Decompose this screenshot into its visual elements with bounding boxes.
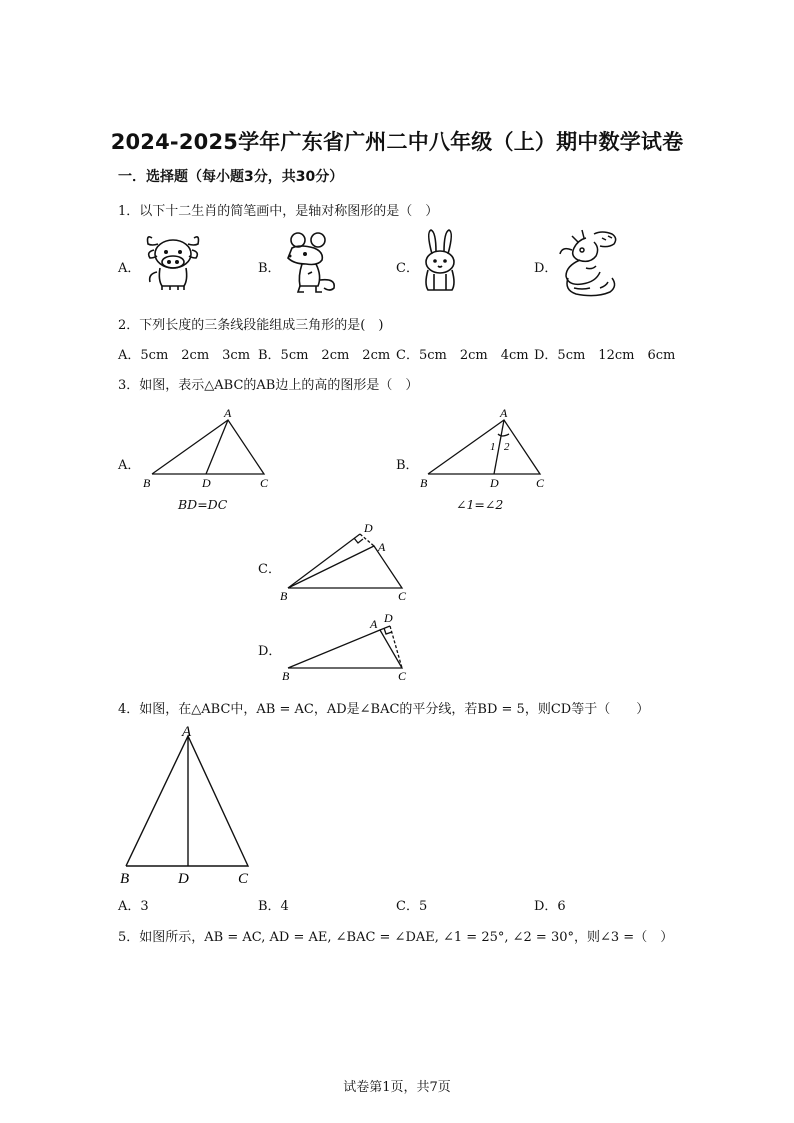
q2-option-c: C．5cm 2cm 4cm	[396, 348, 529, 363]
q3-figure-d	[276, 606, 416, 686]
q3b-point-d: D	[490, 476, 499, 490]
q3-figure-a	[136, 404, 276, 492]
q3-option-a-label: A．	[118, 458, 141, 473]
question-5-stem: 5．如图所示，AB = AC, AD = AE, ∠BAC = ∠DAE, ∠1 = 25°, ∠2 = 30°，则∠3 =（ ）	[118, 930, 674, 945]
q1-option-c-label: C．	[396, 261, 419, 276]
rat-icon	[278, 230, 344, 296]
q3d-point-b: B	[282, 669, 290, 683]
q3a-point-a: A	[224, 406, 232, 420]
q4-point-b: B	[120, 871, 130, 887]
q3a-point-b: B	[143, 476, 151, 490]
rabbit-icon	[418, 228, 462, 296]
question-4-stem: 4．如图，在△ABC中，AB = AC，AD是∠BAC的平分线，若BD = 5，则CD等于（ ）	[118, 702, 650, 717]
q3d-point-c: C	[398, 669, 407, 683]
question-1-stem: 1．以下十二生肖的简笔画中，是轴对称图形的是（ ）	[118, 204, 439, 219]
page-footer: 试卷第1页，共7页	[343, 1080, 451, 1095]
q3-option-b-caption: ∠1=∠2	[456, 497, 504, 512]
q4-point-c: C	[238, 871, 249, 887]
q3c-point-d: D	[364, 521, 373, 535]
section-heading: 一．选择题（每小题3分，共30分）	[118, 169, 344, 185]
q3b-angle-2: 2	[504, 441, 510, 453]
q2-option-b: B．5cm 2cm 2cm	[258, 348, 391, 363]
q3-option-d-label: D．	[258, 644, 282, 659]
q3-option-b-label: B．	[396, 458, 419, 473]
q4-option-c: C．5	[396, 899, 428, 914]
q3b-point-c: C	[536, 476, 545, 490]
q3-figure-b	[414, 404, 554, 492]
q3c-point-c: C	[398, 589, 407, 603]
q4-figure	[112, 722, 272, 890]
q3d-point-d: D	[384, 611, 393, 625]
q3-option-c-label: C．	[258, 562, 281, 577]
q4-point-a: A	[182, 724, 192, 740]
q1-option-b-label: B．	[258, 261, 281, 276]
dragon-icon	[556, 228, 622, 300]
q3c-point-a: A	[378, 540, 386, 554]
question-3-stem: 3．如图，表示△ABC的AB边上的高的图形是（ ）	[118, 378, 419, 393]
q3a-point-d: D	[202, 476, 211, 490]
q4-point-d: D	[178, 871, 189, 887]
q1-option-a-label: A．	[118, 261, 141, 276]
q2-option-d: D．5cm 12cm 6cm	[534, 348, 676, 363]
q3d-point-a: A	[370, 617, 378, 631]
question-2-stem: 2．下列长度的三条线段能组成三角形的是( )	[118, 318, 384, 333]
q3c-point-b: B	[280, 589, 288, 603]
page-title: 2024-2025学年广东省广州二中八年级（上）期中数学试卷	[110, 130, 684, 154]
q3b-angle-1: 1	[490, 441, 496, 453]
q2-option-a: A．5cm 2cm 3cm	[118, 348, 251, 363]
q3a-point-c: C	[260, 476, 269, 490]
q3-figure-c	[276, 520, 416, 606]
q4-option-a: A．3	[118, 899, 149, 914]
q3b-point-b: B	[420, 476, 428, 490]
q3b-point-a: A	[500, 406, 508, 420]
q4-option-d: D．6	[534, 899, 566, 914]
ox-icon	[140, 228, 206, 292]
q1-option-d-label: D．	[534, 261, 558, 276]
q3-option-a-caption: BD=DC	[178, 497, 228, 512]
q4-option-b: B．4	[258, 899, 289, 914]
